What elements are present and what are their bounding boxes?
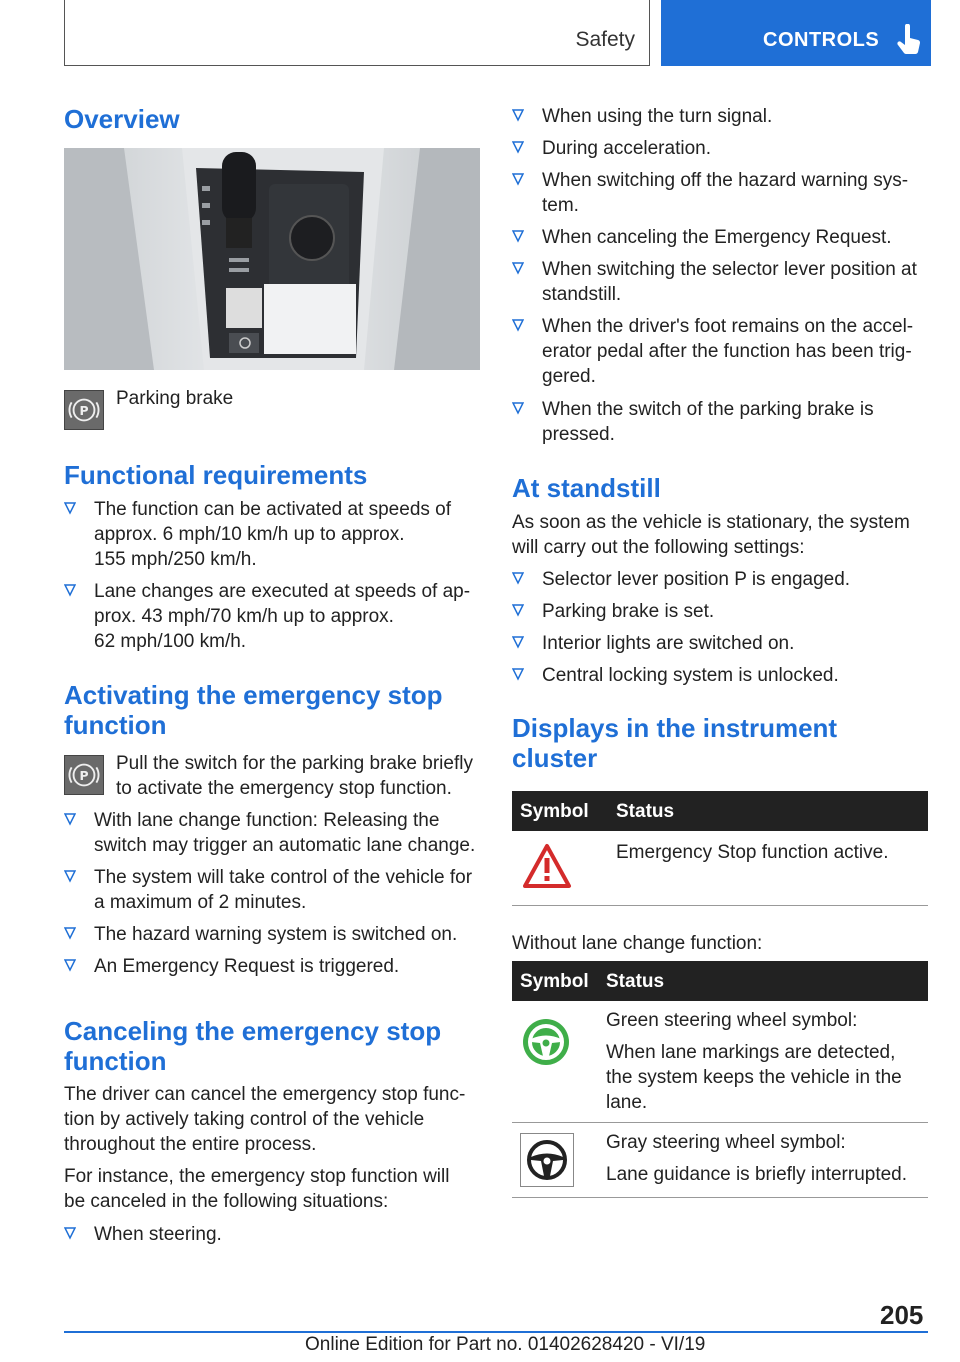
green-steering-wheel-icon <box>522 1018 570 1066</box>
bullet-triangle-icon <box>512 603 524 617</box>
list-item: When switching the selector lever position at standstill. <box>512 257 928 307</box>
bullet-triangle-icon <box>512 108 524 122</box>
bullet-triangle-icon <box>512 261 524 275</box>
bullet-triangle-icon <box>512 667 524 681</box>
gray-steering-wheel-icon <box>520 1133 574 1187</box>
svg-text:P: P <box>79 768 89 783</box>
bullet-triangle-icon <box>512 571 524 585</box>
bullet-triangle-icon <box>64 869 76 883</box>
bullet-triangle-icon <box>64 812 76 826</box>
table-row: Emergency Stop function active. <box>512 831 928 906</box>
overview-heading: Overview <box>64 104 180 134</box>
bullet-triangle-icon <box>64 501 76 515</box>
bullet-triangle-icon <box>64 1226 76 1240</box>
table-header: Symbol Status <box>512 961 928 1001</box>
list-item: When the driver's foot remains on the accel- erator pedal after the function has been trig- gered. <box>512 314 928 389</box>
standstill-text: As soon as the vehicle is stationary, the system will carry out the following settings: <box>512 512 910 558</box>
parking-brake-switch-icon <box>64 755 104 795</box>
list-item: Interior lights are switched on. <box>512 631 928 656</box>
list-item: Lane changes are executed at speeds of ap- prox. 43 mph/70 km/h up to approx. 62 mph/100 km/h. <box>64 579 480 654</box>
bullet-triangle-icon <box>512 172 524 186</box>
pointing-hand-icon <box>895 24 923 56</box>
canceling-paragraph-2: For instance, the emergency stop function will be canceled in the following situations: <box>64 1166 450 1212</box>
status-text: Green steering wheel symbol: When lane markings are detected, the system keeps the vehicle in the lane. <box>606 1010 902 1113</box>
list-item: The function can be activated at speeds of approx. 6 mph/10 km/h up to approx. 155 mph/250 km/h. <box>64 497 480 572</box>
bullet-triangle-icon <box>64 958 76 972</box>
list-item: An Emergency Request is triggered. <box>64 954 480 979</box>
symbol-table-1 <box>512 791 928 906</box>
footer-edition: Online Edition for Part no. 01402628420 - VI/19 <box>305 1334 706 1355</box>
status-text: Gray steering wheel symbol: Lane guidance is briefly interrupted. <box>606 1132 908 1185</box>
section-label: Safety <box>575 28 635 51</box>
table-row <box>512 1001 928 1123</box>
bullet-triangle-icon <box>512 401 524 415</box>
bullet-triangle-icon <box>512 318 524 332</box>
bullet-triangle-icon <box>64 926 76 940</box>
console-photo <box>64 148 480 370</box>
parking-brake-switch-icon <box>64 390 104 430</box>
parking-brake-caption: Parking brake <box>116 388 234 409</box>
list-item: When canceling the Emergency Request. <box>512 225 928 250</box>
bullet-triangle-icon <box>512 635 524 649</box>
bullet-triangle-icon <box>512 229 524 243</box>
activating-heading: Activating the emergency stop function <box>64 680 443 740</box>
footer-divider <box>64 1331 928 1333</box>
activating-text: Pull the switch for the parking brake briefly to activate the emergency stop function. <box>116 753 473 799</box>
list-item: With lane change function: Releasing the switch may trigger an automatic lane change. <box>64 808 480 858</box>
svg-text:P: P <box>79 403 89 418</box>
symbol-table-2 <box>512 961 928 1198</box>
list-item: When the switch of the parking brake is pressed. <box>512 397 928 447</box>
header-section-box <box>64 0 650 66</box>
list-item: When using the turn signal. <box>512 104 928 129</box>
center-console-image <box>64 148 480 370</box>
header-chapter-box <box>661 0 931 66</box>
canceling-heading: Canceling the emergency stop function <box>64 1016 442 1076</box>
list-item: When steering. <box>64 1222 480 1247</box>
table-row <box>512 1123 928 1198</box>
bullet-triangle-icon <box>512 140 524 154</box>
without-lane-text: Without lane change function: <box>512 933 763 954</box>
displays-heading: Displays in the instrument cluster <box>512 713 838 773</box>
list-item: The hazard warning system is switched on. <box>64 922 480 947</box>
list-item: Selector lever position P is engaged. <box>512 567 928 592</box>
standstill-heading: At standstill <box>512 473 661 503</box>
table-header: Symbol Status <box>512 791 928 831</box>
list-item: When switching off the hazard warning sys- tem. <box>512 168 928 218</box>
page-number: 205 <box>880 1300 924 1330</box>
warning-triangle-icon <box>522 843 572 889</box>
list-item: During acceleration. <box>512 136 928 161</box>
bullet-triangle-icon <box>64 583 76 597</box>
list-item: Central locking system is unlocked. <box>512 663 928 688</box>
list-item: The system will take control of the vehicle for a maximum of 2 minutes. <box>64 865 480 915</box>
functional-requirements-heading: Functional requirements <box>64 460 368 490</box>
canceling-paragraph-1: The driver can cancel the emergency stop func- tion by actively taking control of the vehicle throughout the entire process. <box>64 1084 466 1155</box>
chapter-label: CONTROLS <box>763 29 880 51</box>
list-item: Parking brake is set. <box>512 599 928 624</box>
